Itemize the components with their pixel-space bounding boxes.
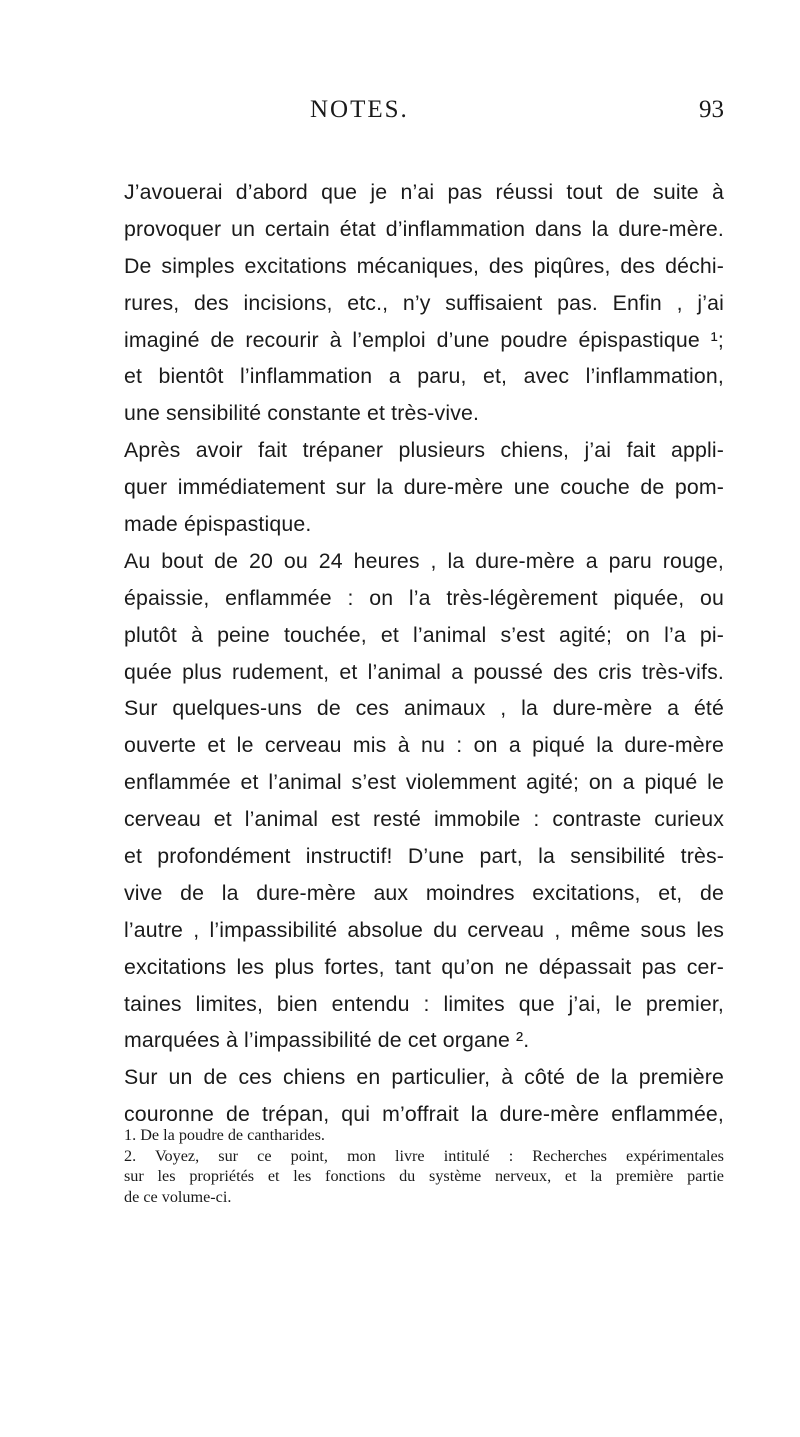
text-line: et bientôt l’inflammation a paru, et, avec l’inflammation, [124,364,724,389]
text-line: provoquer un certain état d’inflammation dans la dure-mère. [124,216,724,241]
text-line: imaginé de recourir à l’emploi d’une poudre épispastique ¹; [124,327,724,352]
text-line: vive de la dure-mère aux moindres excitations, et, de [124,880,724,905]
main-text [124,174,724,1133]
text-line: marquées à l’impassibilité de cet organe ². [124,1028,530,1053]
text-line: ouverte et le cerveau mis à nu : on a piqué la dure-mère [124,733,724,758]
text-line: rures, des incisions, etc., n’y suffisaient pas. Enfin , j’ai [124,290,724,315]
footnote-line: 2. Voyez, sur ce point, mon livre intitulé : Recherches expérimentales [124,1146,724,1165]
text-line: excitations les plus fortes, tant qu’on ne dépassait pas cer- [124,954,724,979]
text-line: quer immédiatement sur la dure-mère une couche de pom- [124,475,724,500]
footnote-line: 1. De la poudre de cantharides. [124,1126,325,1144]
text-line: De simples excitations mécaniques, des piqûres, des déchi- [124,253,724,278]
text-line: made épispastique. [124,512,312,537]
text-line: cerveau et l’animal est resté immobile : contraste curieux [124,807,724,832]
text-line: Sur quelques-uns de ces animaux , la dure-mère a été [124,696,724,721]
text-line: l’autre , l’impassibilité absolue du cerveau , même sous les [124,917,724,942]
text-line: Après avoir fait trépaner plusieurs chiens, j’ai fait appli- [124,438,724,463]
footnote-line: de ce volume-ci. [124,1187,232,1206]
text-line: et profondément instructif! D’une part, la sensibilité très- [124,844,724,869]
footnotes [124,1125,724,1207]
text-line: couronne de trépan, qui m’offrait la dure-mère enflammée, [124,1102,724,1127]
page-number: 93 [699,96,724,123]
text-line: quée plus rudement, et l’animal a poussé des cris très-vifs. [124,659,724,684]
text-line: enflammée et l’animal s’est violemment agité; on a piqué le [124,770,724,795]
page-header [124,96,724,130]
text-line: une sensibilité constante et très-vive. [124,401,480,426]
running-title: NOTES. [310,96,409,123]
text-line: Au bout de 20 ou 24 heures , la dure-mère a paru rouge, [124,548,724,573]
text-line: Sur un de ces chiens en particulier, à côté de la première [124,1065,724,1090]
text-line: plutôt à peine touchée, et l’animal s’est agité; on l’a pi- [124,622,724,647]
text-line: taines limites, bien entendu : limites que j’ai, le premier, [124,991,724,1016]
text-line: épaissie, enflammée : on l’a très-légèrement piquée, ou [124,585,724,610]
footnote-line: sur les propriétés et les fonctions du système nerveux, et la première partie [124,1167,724,1185]
text-line: J’avouerai d’abord que je n’ai pas réussi tout de suite à [124,180,724,204]
